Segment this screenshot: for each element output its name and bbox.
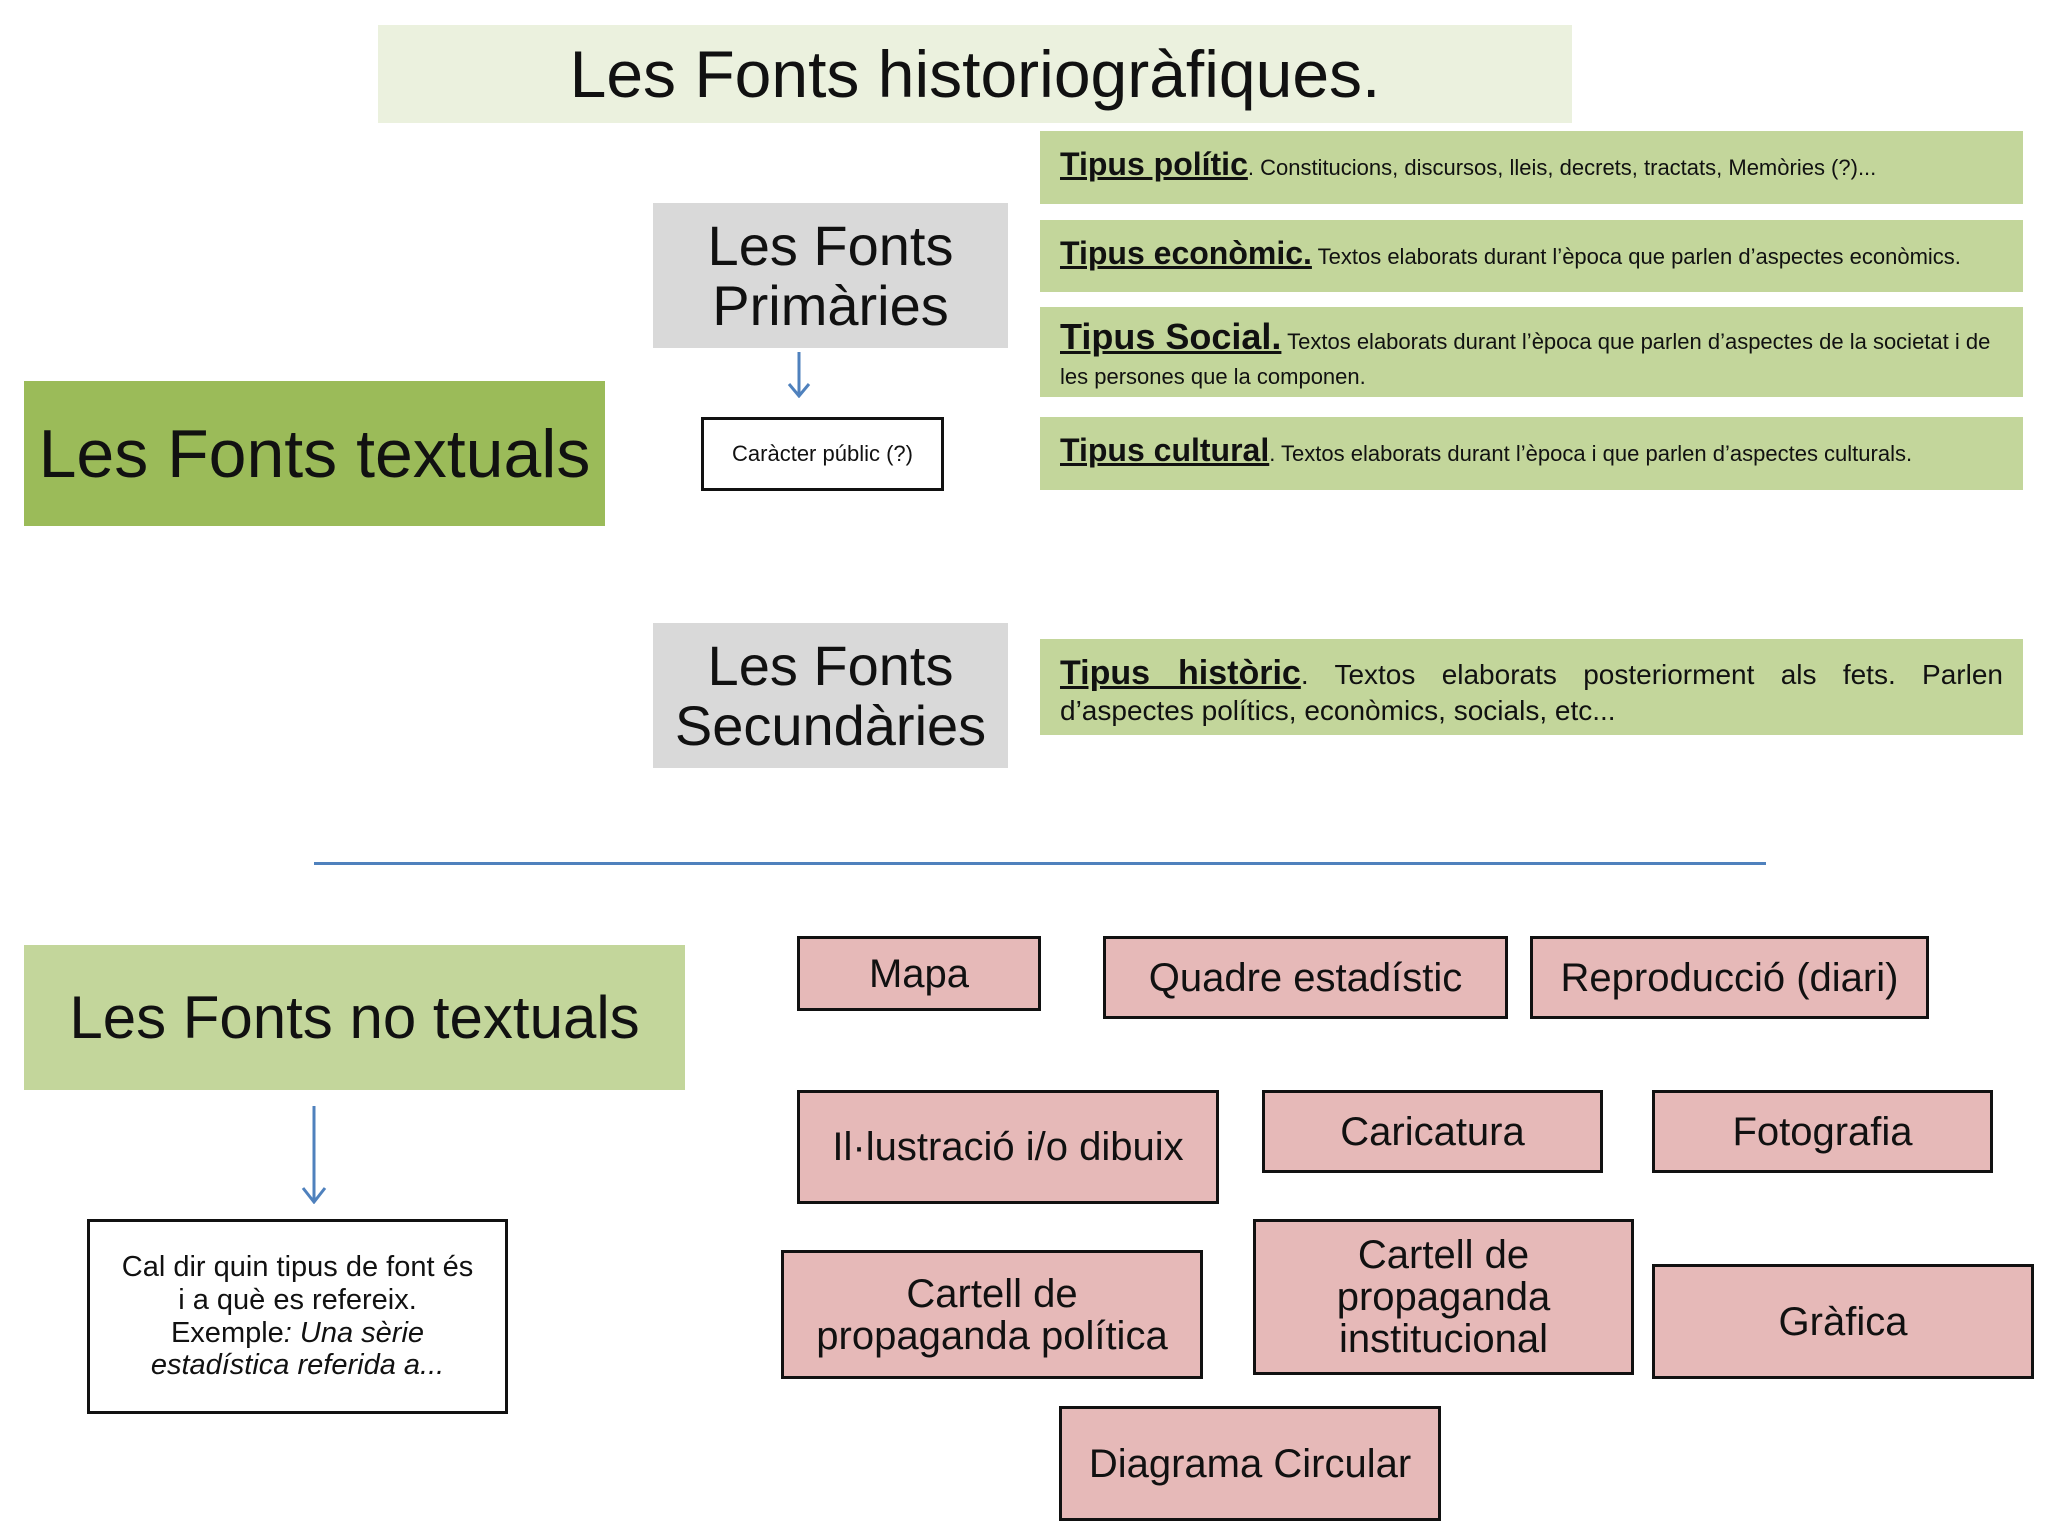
source-label-caricatura: Caricatura: [1340, 1109, 1525, 1154]
type-desc-social: Textos elaborats durant l’època que parlen d’aspectes de la societat i de les persones que la componen.: [1060, 329, 1991, 389]
type-desc-politic: . Constitucions, discursos, lleis, decrets, tractats, Memòries (?)...: [1247, 155, 1877, 180]
source-box-fotografia: [1652, 1090, 1993, 1173]
source-label-cartell-politica-1: Cartell de: [906, 1271, 1078, 1316]
type-desc-economic: Textos elaborats durant l’època que parlen d’aspectes econòmics.: [1311, 244, 1961, 269]
source-label-cartell-inst-1: Cartell de: [1357, 1233, 1530, 1277]
type-name-politic: Tipus polític: [1060, 146, 1248, 182]
source-label-cartell-inst-2: propaganda: [1336, 1275, 1551, 1319]
type-desc-cultural: . Textos elaborats durant l’època i que parlen d’aspectes culturals.: [1269, 441, 1913, 466]
source-label-cartell-inst-3: institucional: [1338, 1317, 1548, 1361]
source-box-mapa: [797, 936, 1041, 1011]
secondary-sources-box: [653, 623, 1008, 768]
type-name-cultural: Tipus cultural: [1060, 432, 1270, 468]
nontextual-note-line4: [122, 1349, 473, 1382]
primary-note-box: [701, 417, 944, 491]
secondary-sources-line2: Secundàries: [674, 693, 987, 757]
primary-sources-line1: Les Fonts: [707, 214, 954, 278]
nontextual-note-line2: i a què es refereix.: [178, 1283, 417, 1316]
type-box-politic: [1040, 131, 2023, 204]
source-label-cartell-politica-2: propaganda política: [816, 1313, 1168, 1358]
nontextual-note-line1: Cal dir quin tipus de font és: [121, 1250, 474, 1283]
type-name-economic: Tipus econòmic.: [1060, 235, 1312, 271]
source-box-illustracio: [797, 1090, 1219, 1204]
source-box-caricatura: [1262, 1090, 1603, 1173]
nontextual-sources-label: Les Fonts no textuals: [69, 984, 640, 1051]
primary-down-arrow-icon: [786, 352, 812, 398]
primary-note-text: Caràcter públic (?): [732, 441, 913, 466]
source-label-reproduccio: Reproducció (diari): [1560, 955, 1899, 1000]
nontextual-note-example-prefix: Exemple: [170, 1316, 284, 1349]
source-box-quadre: [1103, 936, 1508, 1019]
nontextual-note-example-italic: : Una sèrie: [283, 1316, 425, 1349]
secondary-sources-line1: Les Fonts: [707, 634, 954, 698]
source-label-quadre: Quadre estadístic: [1148, 955, 1463, 1000]
type-box-cultural: [1040, 417, 2023, 490]
source-box-reproduccio: [1530, 936, 1929, 1019]
source-box-grafica: [1652, 1264, 2034, 1379]
source-label-diagrama: Diagrama Circular: [1088, 1441, 1412, 1486]
source-label-grafica: Gràfica: [1778, 1299, 1908, 1344]
source-box-cartell-institucional: [1253, 1219, 1634, 1375]
nontextual-note-box: [87, 1219, 508, 1414]
type-box-economic: [1040, 220, 2023, 292]
page-title: [378, 25, 1572, 123]
nontextual-note-line3: [122, 1317, 473, 1350]
source-label-mapa: Mapa: [868, 951, 970, 996]
type-box-social: [1040, 307, 2023, 397]
source-box-cartell-politica: [781, 1250, 1203, 1379]
primary-sources-line2: Primàries: [712, 273, 949, 337]
page-title-text: Les Fonts historiogràfiques.: [569, 37, 1381, 111]
type-box-historic: [1040, 639, 2023, 735]
type-desc-historic-2: d’aspectes polítics, econòmics, socials, etc...: [1060, 694, 1616, 726]
type-desc-historic-1: . Textos elaborats posteriorment als fets. Parlen: [1300, 659, 2003, 690]
source-label-fotografia: Fotografia: [1732, 1109, 1913, 1154]
section-divider: [314, 862, 1766, 865]
type-name-social: Tipus Social.: [1060, 316, 1282, 357]
source-label-illustracio: Il·lustració i/o dibuix: [832, 1125, 1184, 1169]
textual-sources-box: [24, 381, 605, 526]
primary-sources-box: [653, 203, 1008, 348]
type-name-historic: Tipus històric: [1060, 654, 1301, 692]
nontextual-sources-box: [24, 945, 685, 1090]
nontextual-note-line4-italic: estadística referida a...: [150, 1349, 445, 1382]
textual-sources-label: Les Fonts textuals: [38, 415, 591, 492]
source-box-diagrama: [1059, 1406, 1441, 1521]
nontextual-down-arrow-icon: [300, 1106, 328, 1204]
